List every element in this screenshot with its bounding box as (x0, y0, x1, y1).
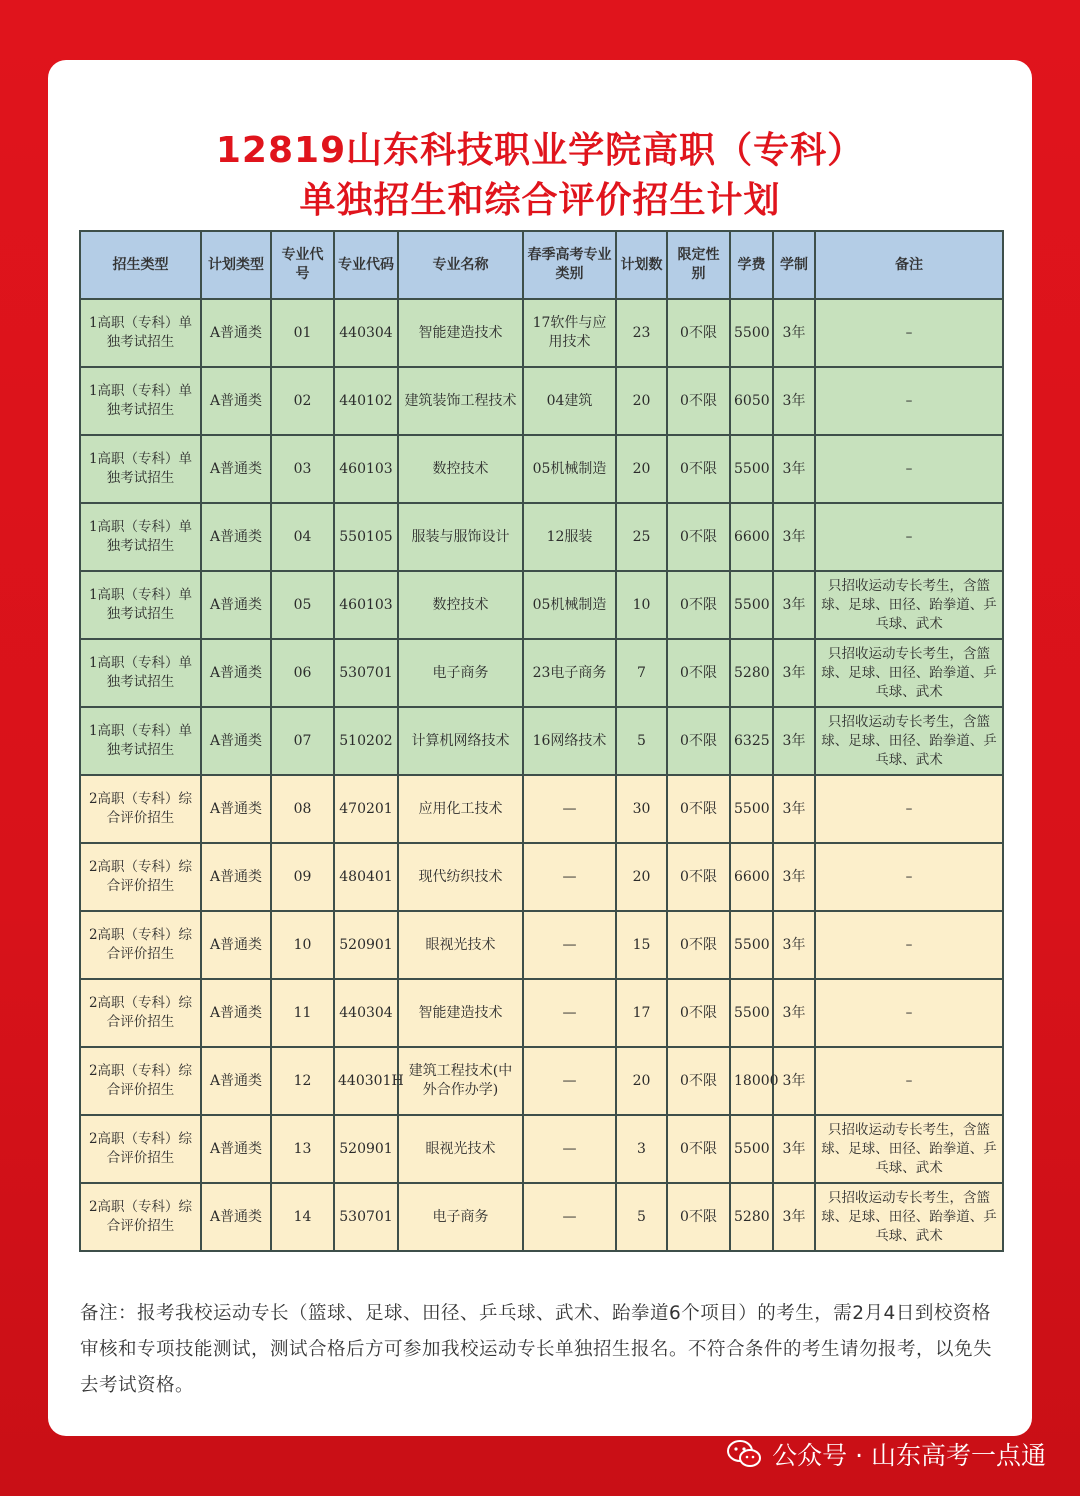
table-row (80, 435, 1003, 503)
category-cell: 12服装 (523, 503, 616, 571)
major-name-cell: 现代纺织技术 (398, 843, 523, 911)
major-name-cell: 眼视光技术 (398, 911, 523, 979)
major-name-cell: 服装与服饰设计 (398, 503, 523, 571)
plan-type-cell: A普通类 (201, 435, 271, 503)
count-cell: 15 (616, 911, 667, 979)
major-code-cell: 520901 (334, 911, 398, 979)
category-cell: 16网络技术 (523, 707, 616, 775)
gender-cell: 0不限 (667, 707, 730, 775)
major-code-cell: 530701 (334, 639, 398, 707)
enroll-type-cell: 1高职（专科）单独考试招生 (80, 707, 201, 775)
remark-cell: – (815, 367, 1003, 435)
plan-type-cell: A普通类 (201, 979, 271, 1047)
remark-cell: 只招收运动专长考生，含篮球、足球、田径、跆拳道、乒乓球、武术 (815, 639, 1003, 707)
table-row (80, 639, 1003, 707)
major-no-cell: 01 (271, 299, 334, 367)
count-cell: 3 (616, 1115, 667, 1183)
years-cell: 3年 (773, 367, 815, 435)
major-name-cell: 数控技术 (398, 571, 523, 639)
header-cell: 备注 (815, 231, 1003, 299)
enroll-type-cell: 1高职（专科）单独考试招生 (80, 367, 201, 435)
plan-type-cell: A普通类 (201, 639, 271, 707)
gender-cell: 0不限 (667, 1115, 730, 1183)
major-no-cell: 10 (271, 911, 334, 979)
fee-cell: 6325 (730, 707, 773, 775)
remark-cell: – (815, 911, 1003, 979)
major-code-cell: 520901 (334, 1115, 398, 1183)
count-cell: 30 (616, 775, 667, 843)
plan-type-cell: A普通类 (201, 1047, 271, 1115)
major-code-cell: 440102 (334, 367, 398, 435)
major-no-cell: 12 (271, 1047, 334, 1115)
header-cell: 专业代号 (271, 231, 334, 299)
plan-type-cell: A普通类 (201, 911, 271, 979)
gender-cell: 0不限 (667, 775, 730, 843)
count-cell: 10 (616, 571, 667, 639)
remark-cell: – (815, 775, 1003, 843)
enroll-type-cell: 2高职（专科）综合评价招生 (80, 843, 201, 911)
count-cell: 17 (616, 979, 667, 1047)
fee-cell: 6600 (730, 843, 773, 911)
category-cell: 05机械制造 (523, 571, 616, 639)
fee-cell: 5500 (730, 571, 773, 639)
major-no-cell: 02 (271, 367, 334, 435)
count-cell: 23 (616, 299, 667, 367)
years-cell: 3年 (773, 571, 815, 639)
years-cell: 3年 (773, 843, 815, 911)
table-row (80, 707, 1003, 775)
wechat-account-watermark (726, 1432, 1046, 1476)
table-row (80, 367, 1003, 435)
count-cell: 7 (616, 639, 667, 707)
remark-cell: 只招收运动专长考生，含篮球、足球、田径、跆拳道、乒乓球、武术 (815, 707, 1003, 775)
major-no-cell: 14 (271, 1183, 334, 1251)
category-cell: — (523, 1047, 616, 1115)
years-cell: 3年 (773, 503, 815, 571)
count-cell: 20 (616, 1047, 667, 1115)
fee-cell: 5500 (730, 435, 773, 503)
fee-cell: 5500 (730, 1115, 773, 1183)
remark-cell: 只招收运动专长考生，含篮球、足球、田径、跆拳道、乒乓球、武术 (815, 1115, 1003, 1183)
fee-cell: 5500 (730, 979, 773, 1047)
plan-type-cell: A普通类 (201, 571, 271, 639)
remark-cell: 只招收运动专长考生，含篮球、足球、田径、跆拳道、乒乓球、武术 (815, 1183, 1003, 1251)
table-header-row (80, 231, 1003, 299)
header-cell: 计划类型 (201, 231, 271, 299)
table-row (80, 1115, 1003, 1183)
fee-cell: 5500 (730, 911, 773, 979)
fee-cell: 6600 (730, 503, 773, 571)
major-no-cell: 04 (271, 503, 334, 571)
major-no-cell: 06 (271, 639, 334, 707)
footnote: 备注：报考我校运动专长（篮球、足球、田径、乒乓球、武术、跆拳道6个项目）的考生，需2月4日到校资格审核和专项技能测试，测试合格后方可参加我校运动专长单独招生报名。不符合条件的考生请勿报考，以免失去考试资格。 (80, 1303, 993, 1396)
header-cell: 专业代码 (334, 231, 398, 299)
enroll-type-cell: 2高职（专科）综合评价招生 (80, 1115, 201, 1183)
major-name-cell: 电子商务 (398, 1183, 523, 1251)
fee-cell: 6050 (730, 367, 773, 435)
gender-cell: 0不限 (667, 843, 730, 911)
years-cell: 3年 (773, 1115, 815, 1183)
gender-cell: 0不限 (667, 979, 730, 1047)
gender-cell: 0不限 (667, 503, 730, 571)
plan-type-cell: A普通类 (201, 367, 271, 435)
fee-cell: 5280 (730, 1183, 773, 1251)
header-cell: 专业名称 (398, 231, 523, 299)
category-cell: — (523, 979, 616, 1047)
fee-cell: 18000 (730, 1047, 773, 1115)
gender-cell: 0不限 (667, 911, 730, 979)
plan-card (48, 60, 1032, 1436)
major-name-cell: 建筑工程技术(中外合作办学) (398, 1047, 523, 1115)
fee-cell: 5280 (730, 639, 773, 707)
major-no-cell: 09 (271, 843, 334, 911)
plan-type-cell: A普通类 (201, 503, 271, 571)
years-cell: 3年 (773, 1183, 815, 1251)
enroll-type-cell: 1高职（专科）单独考试招生 (80, 571, 201, 639)
years-cell: 3年 (773, 979, 815, 1047)
plan-type-cell: A普通类 (201, 775, 271, 843)
category-cell: — (523, 775, 616, 843)
header-cell: 计划数 (616, 231, 667, 299)
enroll-type-cell: 2高职（专科）综合评价招生 (80, 775, 201, 843)
enroll-type-cell: 2高职（专科）综合评价招生 (80, 911, 201, 979)
watermark-text: 公众号 · 山东高考一点通 (772, 1441, 1046, 1470)
major-name-cell: 智能建造技术 (398, 979, 523, 1047)
years-cell: 3年 (773, 707, 815, 775)
remark-cell: – (815, 299, 1003, 367)
table-body (80, 299, 1003, 1251)
enroll-type-cell: 1高职（专科）单独考试招生 (80, 435, 201, 503)
table-row (80, 571, 1003, 639)
plan-type-cell: A普通类 (201, 1183, 271, 1251)
table-row (80, 911, 1003, 979)
major-code-cell: 460103 (334, 435, 398, 503)
major-no-cell: 13 (271, 1115, 334, 1183)
major-code-cell: 440301H (334, 1047, 398, 1115)
major-name-cell: 智能建造技术 (398, 299, 523, 367)
major-code-cell: 480401 (334, 843, 398, 911)
remark-cell: – (815, 503, 1003, 571)
plan-type-cell: A普通类 (201, 843, 271, 911)
years-cell: 3年 (773, 775, 815, 843)
fee-cell: 5500 (730, 775, 773, 843)
major-name-cell: 数控技术 (398, 435, 523, 503)
count-cell: 20 (616, 843, 667, 911)
major-name-cell: 应用化工技术 (398, 775, 523, 843)
header-cell: 春季高考专业类别 (523, 231, 616, 299)
category-cell: 23电子商务 (523, 639, 616, 707)
years-cell: 3年 (773, 299, 815, 367)
years-cell: 3年 (773, 911, 815, 979)
count-cell: 5 (616, 1183, 667, 1251)
remark-cell: – (815, 1047, 1003, 1115)
major-code-cell: 440304 (334, 979, 398, 1047)
years-cell: 3年 (773, 639, 815, 707)
page-subtitle: 单独招生和综合评价招生计划 (299, 180, 781, 221)
plan-type-cell: A普通类 (201, 1115, 271, 1183)
remark-cell: – (815, 979, 1003, 1047)
major-code-cell: 510202 (334, 707, 398, 775)
enroll-type-cell: 2高职（专科）综合评价招生 (80, 1183, 201, 1251)
header-cell: 学费 (730, 231, 773, 299)
category-cell: — (523, 911, 616, 979)
table-row (80, 843, 1003, 911)
major-name-cell: 眼视光技术 (398, 1115, 523, 1183)
table-row (80, 503, 1003, 571)
category-cell: — (523, 1115, 616, 1183)
count-cell: 5 (616, 707, 667, 775)
count-cell: 20 (616, 435, 667, 503)
page-title: 12819山东科技职业学院高职（专科） (215, 130, 865, 171)
fee-cell: 5500 (730, 299, 773, 367)
gender-cell: 0不限 (667, 571, 730, 639)
plan-type-cell: A普通类 (201, 707, 271, 775)
years-cell: 3年 (773, 435, 815, 503)
years-cell: 3年 (773, 1047, 815, 1115)
gender-cell: 0不限 (667, 367, 730, 435)
enroll-type-cell: 2高职（专科）综合评价招生 (80, 979, 201, 1047)
enroll-type-cell: 1高职（专科）单独考试招生 (80, 299, 201, 367)
table-row (80, 1183, 1003, 1251)
gender-cell: 0不限 (667, 1047, 730, 1115)
wechat-icon (726, 1439, 762, 1469)
enrollment-plan-table (79, 230, 1004, 1252)
major-no-cell: 05 (271, 571, 334, 639)
major-name-cell: 建筑装饰工程技术 (398, 367, 523, 435)
category-cell: 05机械制造 (523, 435, 616, 503)
category-cell: — (523, 843, 616, 911)
major-code-cell: 470201 (334, 775, 398, 843)
enroll-type-cell: 1高职（专科）单独考试招生 (80, 639, 201, 707)
remark-cell: – (815, 843, 1003, 911)
major-no-cell: 11 (271, 979, 334, 1047)
header-cell: 限定性别 (667, 231, 730, 299)
major-code-cell: 440304 (334, 299, 398, 367)
major-no-cell: 08 (271, 775, 334, 843)
gender-cell: 0不限 (667, 299, 730, 367)
table-row (80, 299, 1003, 367)
table-row (80, 1047, 1003, 1115)
remark-cell: 只招收运动专长考生，含篮球、足球、田径、跆拳道、乒乓球、武术 (815, 571, 1003, 639)
gender-cell: 0不限 (667, 435, 730, 503)
count-cell: 20 (616, 367, 667, 435)
header-cell: 招生类型 (80, 231, 201, 299)
major-name-cell: 计算机网络技术 (398, 707, 523, 775)
plan-type-cell: A普通类 (201, 299, 271, 367)
major-no-cell: 07 (271, 707, 334, 775)
category-cell: 04建筑 (523, 367, 616, 435)
major-code-cell: 550105 (334, 503, 398, 571)
major-name-cell: 电子商务 (398, 639, 523, 707)
enroll-type-cell: 2高职（专科）综合评价招生 (80, 1047, 201, 1115)
category-cell: — (523, 1183, 616, 1251)
table-row (80, 979, 1003, 1047)
category-cell: 17软件与应用技术 (523, 299, 616, 367)
major-code-cell: 530701 (334, 1183, 398, 1251)
remark-cell: – (815, 435, 1003, 503)
major-no-cell: 03 (271, 435, 334, 503)
count-cell: 25 (616, 503, 667, 571)
gender-cell: 0不限 (667, 639, 730, 707)
enroll-type-cell: 1高职（专科）单独考试招生 (80, 503, 201, 571)
gender-cell: 0不限 (667, 1183, 730, 1251)
header-cell: 学制 (773, 231, 815, 299)
table-row (80, 775, 1003, 843)
major-code-cell: 460103 (334, 571, 398, 639)
